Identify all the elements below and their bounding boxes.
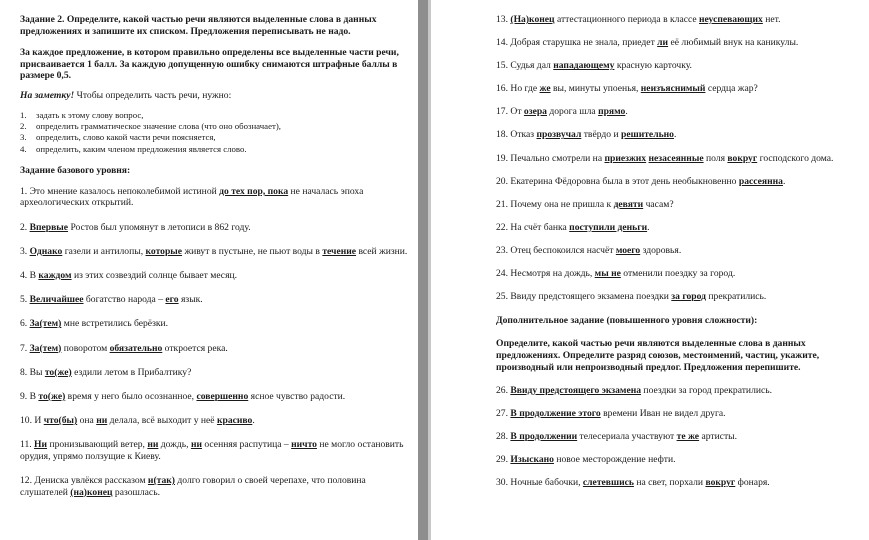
sentence-1: 1. Это мнение казалось непоколебимой истиной до тех пор, пока не началась эпоха археологических открытий. (20, 185, 364, 209)
sentence-15: 15. Судья дал нападающему красную карточку. (496, 60, 692, 72)
page-divider (418, 0, 428, 540)
sentence-12: 12. Дениска увлёкся рассказом и(так) долго говорил о своей черепахе, что половина слушателей (на)конец разошлась. (20, 475, 366, 498)
right-page (428, 0, 869, 540)
sentence-5: 5. Величайшее богатство народа – его язык. (20, 294, 203, 306)
sentence-11: 11. Ни пронизывающий ветер, ни дождь, ни осенняя распутица – ничто не могло остановить орудия, упрямо ползущие к Киеву. (20, 439, 404, 462)
sentence-2: 2. Впервые Ростов был упомянут в летописи в 862 году. (20, 221, 251, 233)
extra-task: Определите, какой частью речи являются выделенные слова в данных предложениях. Определите разряд союзов, местоимений, частиц, укажите, производный или непроизводный предлог. Предложения перепишите. (496, 338, 820, 373)
sentence-18: 18. Отказ прозвучал твёрдо и решительно. (496, 129, 677, 141)
sentence-27: 27. В продолжение этого времени Иван не видел друга. (496, 407, 726, 419)
note-text: Чтобы определить часть речи, нужно: (74, 89, 232, 101)
sentence-26: 26. Ввиду предстоящего экзамена поездки за город прекратились. (496, 384, 773, 396)
note-label: На заметку! (20, 89, 75, 101)
sentence-24: 24. Несмотря на дождь, мы не отменили поездку за город. (496, 268, 736, 280)
sentence-14: 14. Добрая старушка не знала, приедет ли её любимый внук на каникулы. (496, 37, 799, 49)
sentence-7: 7. За(тем) поворотом обязательно откроется река. (20, 342, 228, 354)
sentence-3: 3. Однако газели и антилопы, которые живут в пустыне, не пьют воды в течение всей жизни. (20, 245, 408, 257)
list-item: 3. определить, слово какой части речи поясняется, (20, 132, 216, 143)
sentence-20: 20. Екатерина Фёдоровна была в этот день необыкновенно рассеянна. (496, 175, 786, 187)
sentence-10: 10. И что(бы) она ни делала, всё выходит у неё красиво. (20, 415, 255, 427)
sentence-8: 8. Вы то(же) ездили летом в Прибалтику? (20, 366, 192, 378)
left-page (0, 0, 418, 540)
basic-level-heading: Задание базового уровня: (20, 165, 131, 177)
note (20, 90, 410, 102)
sentence-9: 9. В то(же) время у него было осознанное, совершенно ясное чувство радости. (20, 390, 346, 402)
scoring-rules: За каждое предложение, в котором правильно определены все выделенные части речи, присваивается 1 балл. За каждую допущенную ошибку снимаются штрафные баллы в размере 0,5. (20, 47, 399, 82)
sentence-21: 21. Почему она не пришла к девяти часам? (496, 198, 674, 210)
sentence-22: 22. На счёт банка поступили деньги. (496, 221, 650, 233)
sentence-23: 23. Отец беспокоился насчёт моего здоровья. (496, 244, 682, 256)
list-item: 2. определить грамматическое значение слова (что оно обозначает), (20, 120, 281, 131)
sentence-13: 13. (На)конец аттестационного периода в классе неуспевающих нет. (496, 14, 781, 25)
list-item: 4. определить, каким членом предложения является слово. (20, 143, 247, 154)
sentence-4: 4. В каждом из этих созвездий солнце бывает месяц. (20, 269, 238, 281)
sentence-16: 16. Но где же вы, минуты упоенья, неизъяснимый сердца жар? (496, 83, 758, 95)
sentence-28: 28. В продолжении телесериала участвуют те же артисты. (496, 430, 738, 442)
sentence-17: 17. От озера дорога шла прямо. (496, 106, 628, 118)
steps-list (20, 110, 410, 156)
list-item: 1. задать к этому слову вопрос, (20, 109, 144, 120)
extra-heading: Дополнительное задание (повышенного уровня сложности): (496, 314, 758, 326)
sentence-25: 25. Ввиду предстоящего экзамена поездки за город прекратились. (496, 291, 767, 303)
sentence-6: 6. За(тем) мне встретились берёзки. (20, 318, 169, 330)
task-heading: Задание 2. Определите, какой частью речи являются выделенные слова в данных предложениях и запишите их списком. Предложения переписывать не надо. (20, 14, 377, 37)
sentence-30: 30. Ночные бабочки, слетевшись на свет, порхали вокруг фонаря. (496, 476, 770, 488)
sentence-29: 29. Изыскано новое месторождение нефти. (496, 453, 676, 465)
sentence-19: 19. Печально смотрели на приезжих незасеянные поля вокруг господского дома. (496, 152, 834, 164)
